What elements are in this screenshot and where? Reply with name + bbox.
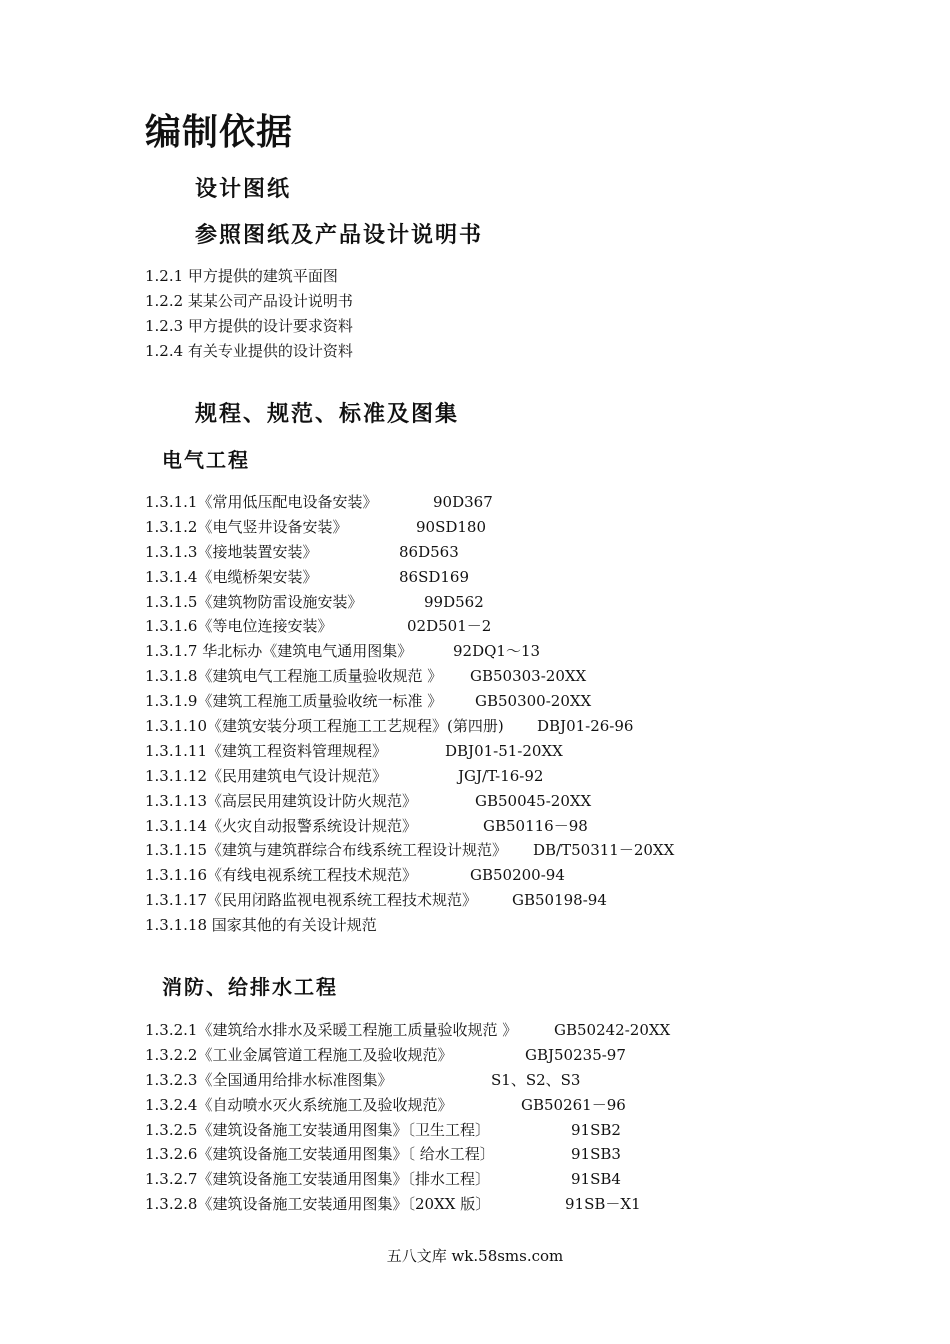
list-item: [145, 1192, 641, 1217]
item-code: 90D367: [433, 493, 493, 511]
item-code: GB50261－96: [521, 1095, 626, 1114]
item-text: 1.3.1.4《电缆桥架安装》: [145, 567, 318, 586]
item-text: 1.3.1.10《建筑安装分项工程施工工艺规程》(第四册): [145, 717, 504, 736]
list-item: [145, 639, 541, 664]
list-item: [145, 888, 607, 913]
list-item: [145, 838, 675, 863]
item-code: GB50200-94: [470, 866, 565, 885]
list-item: [145, 515, 507, 540]
list-item: [145, 1167, 621, 1192]
item-text: 1.3.1.14《火灾自动报警系统设计规范》: [145, 816, 418, 835]
item-code: 86D563: [399, 542, 459, 561]
subsection-heading-fire-water: 消防、给排水工程: [162, 975, 338, 999]
item-text: 1.3.1.15《建筑与建筑群综合布线系统工程设计规范》: [145, 841, 508, 860]
list-item: [145, 814, 588, 839]
item-code: GB50198-94: [512, 891, 607, 910]
item-text: 1.3.1.1《常用低压配电设备安装》: [145, 493, 378, 511]
item-text: 1.3.2.8《建筑设备施工安装通用图集》〔20XX 版〕: [145, 1195, 491, 1214]
item-code: GB50116－98: [483, 816, 588, 835]
item-code: DB/T50311－20XX: [533, 841, 675, 860]
page-title: 编制依据: [145, 112, 294, 153]
list-item: [145, 863, 565, 888]
list-item: [145, 314, 353, 339]
item-text: 1.3.2.6《建筑设备施工安装通用图集》〔 给水工程〕: [145, 1145, 495, 1164]
list-item: [145, 739, 563, 764]
list-item: [145, 1068, 581, 1093]
item-text: 1.3.1.17《民用闭路监视电视系统工程技术规范》: [145, 891, 478, 910]
item-code: 86SD169: [399, 567, 470, 586]
section-heading-design-drawings: 设计图纸: [195, 177, 292, 202]
list-item: [145, 1118, 621, 1143]
item-code: 91SB3: [571, 1145, 621, 1164]
item-text: 1.2.3 甲方提供的设计要求资料: [145, 316, 353, 335]
item-text: 1.3.2.1《建筑给水排水及采暖工程施工质量验收规范 》: [145, 1021, 518, 1039]
list-item: [145, 339, 353, 364]
item-text: 1.3.1.9《建筑工程施工质量验收统一标准 》: [145, 692, 443, 711]
list-item: [145, 264, 353, 289]
water-standards-list: [145, 1018, 671, 1217]
electrical-standards-list: [145, 490, 675, 938]
item-text: 1.3.2.3《全国通用给排水标准图集》: [145, 1070, 393, 1089]
list-item: [145, 1018, 671, 1043]
item-code: GBJ50235-97: [525, 1045, 626, 1064]
item-code: JGJ/T-16-92: [458, 766, 544, 785]
item-text: 1.3.1.13《高层民用建筑设计防火规范》: [145, 791, 418, 810]
list-item: [145, 289, 353, 314]
item-code: 92DQ1～13: [453, 642, 541, 661]
item-code: 02D501－2: [407, 617, 492, 636]
page-footer: 五八文库 wk.58sms.com: [386, 1247, 564, 1265]
list-item: [145, 913, 507, 938]
list-item: [145, 540, 507, 565]
list-item: [145, 789, 592, 814]
item-text: 1.3.2.5《建筑设备施工安装通用图集》〔卫生工程〕: [145, 1120, 490, 1139]
item-text: 1.3.1.6《等电位连接安装》: [145, 617, 333, 636]
item-code: S1、S2、S3: [491, 1070, 581, 1089]
item-code: DBJ01-51-20XX: [445, 741, 563, 760]
item-text: 1.3.1.12《民用建筑电气设计规范》: [145, 766, 388, 785]
section-heading-regulations: 规程、规范、标准及图集: [195, 402, 460, 427]
list-item: [145, 565, 507, 590]
item-code: GB50300-20XX: [475, 692, 592, 711]
item-text: 1.2.2 某某公司产品设计说明书: [145, 291, 353, 310]
item-text: 1.3.1.11《建筑工程资料管理规程》: [145, 741, 388, 760]
item-text: 1.3.1.8《建筑电气工程施工质量验收规范 》: [145, 667, 443, 686]
item-text: 1.3.1.3《接地装置安装》: [145, 542, 318, 561]
list-item: [145, 1142, 621, 1167]
list-item: [145, 614, 507, 639]
item-text: 1.3.1.16《有线电视系统工程技术规范》: [145, 866, 418, 885]
item-text: 1.3.2.4《自动喷水灭火系统施工及验收规范》: [145, 1095, 453, 1114]
item-code: GB50303-20XX: [470, 667, 587, 686]
item-text: 1.3.1.18 国家其他的有关设计规范: [145, 916, 377, 935]
item-text: 1.3.1.5《建筑物防雷设施安装》: [145, 592, 363, 611]
list-item: [145, 764, 544, 789]
section-heading-reference-drawings: 参照图纸及产品设计说明书: [195, 223, 484, 248]
item-code: 91SB4: [571, 1170, 621, 1189]
item-code: 91SB－X1: [565, 1195, 641, 1214]
subsection-heading-electrical: 电气工程: [162, 448, 250, 472]
item-code: 90SD180: [416, 517, 487, 536]
list-item: [145, 664, 587, 689]
list-item: [145, 1093, 626, 1118]
reference-list: [145, 264, 353, 364]
list-item: [145, 1043, 626, 1068]
item-text: 1.3.1.7 华北标办《建筑电气通用图集》: [145, 642, 413, 661]
item-code: DBJ01-26-96: [537, 717, 634, 736]
item-text: 1.3.2.7《建筑设备施工安装通用图集》〔排水工程〕: [145, 1170, 490, 1189]
list-item: [145, 689, 592, 714]
list-item: [145, 714, 634, 739]
item-code: GB50045-20XX: [475, 791, 592, 810]
item-text: 1.2.4 有关专业提供的设计资料: [145, 341, 353, 360]
item-text: 1.3.1.2《电气竖井设备安装》: [145, 517, 348, 536]
item-code: 99D562: [424, 592, 484, 611]
list-item: [145, 590, 507, 615]
item-code: 91SB2: [571, 1120, 621, 1139]
item-text: 1.3.2.2《工业金属管道工程施工及验收规范》: [145, 1045, 453, 1064]
item-text: 1.2.1 甲方提供的建筑平面图: [145, 267, 338, 285]
list-item: [145, 490, 507, 515]
item-code: GB50242-20XX: [554, 1021, 671, 1039]
